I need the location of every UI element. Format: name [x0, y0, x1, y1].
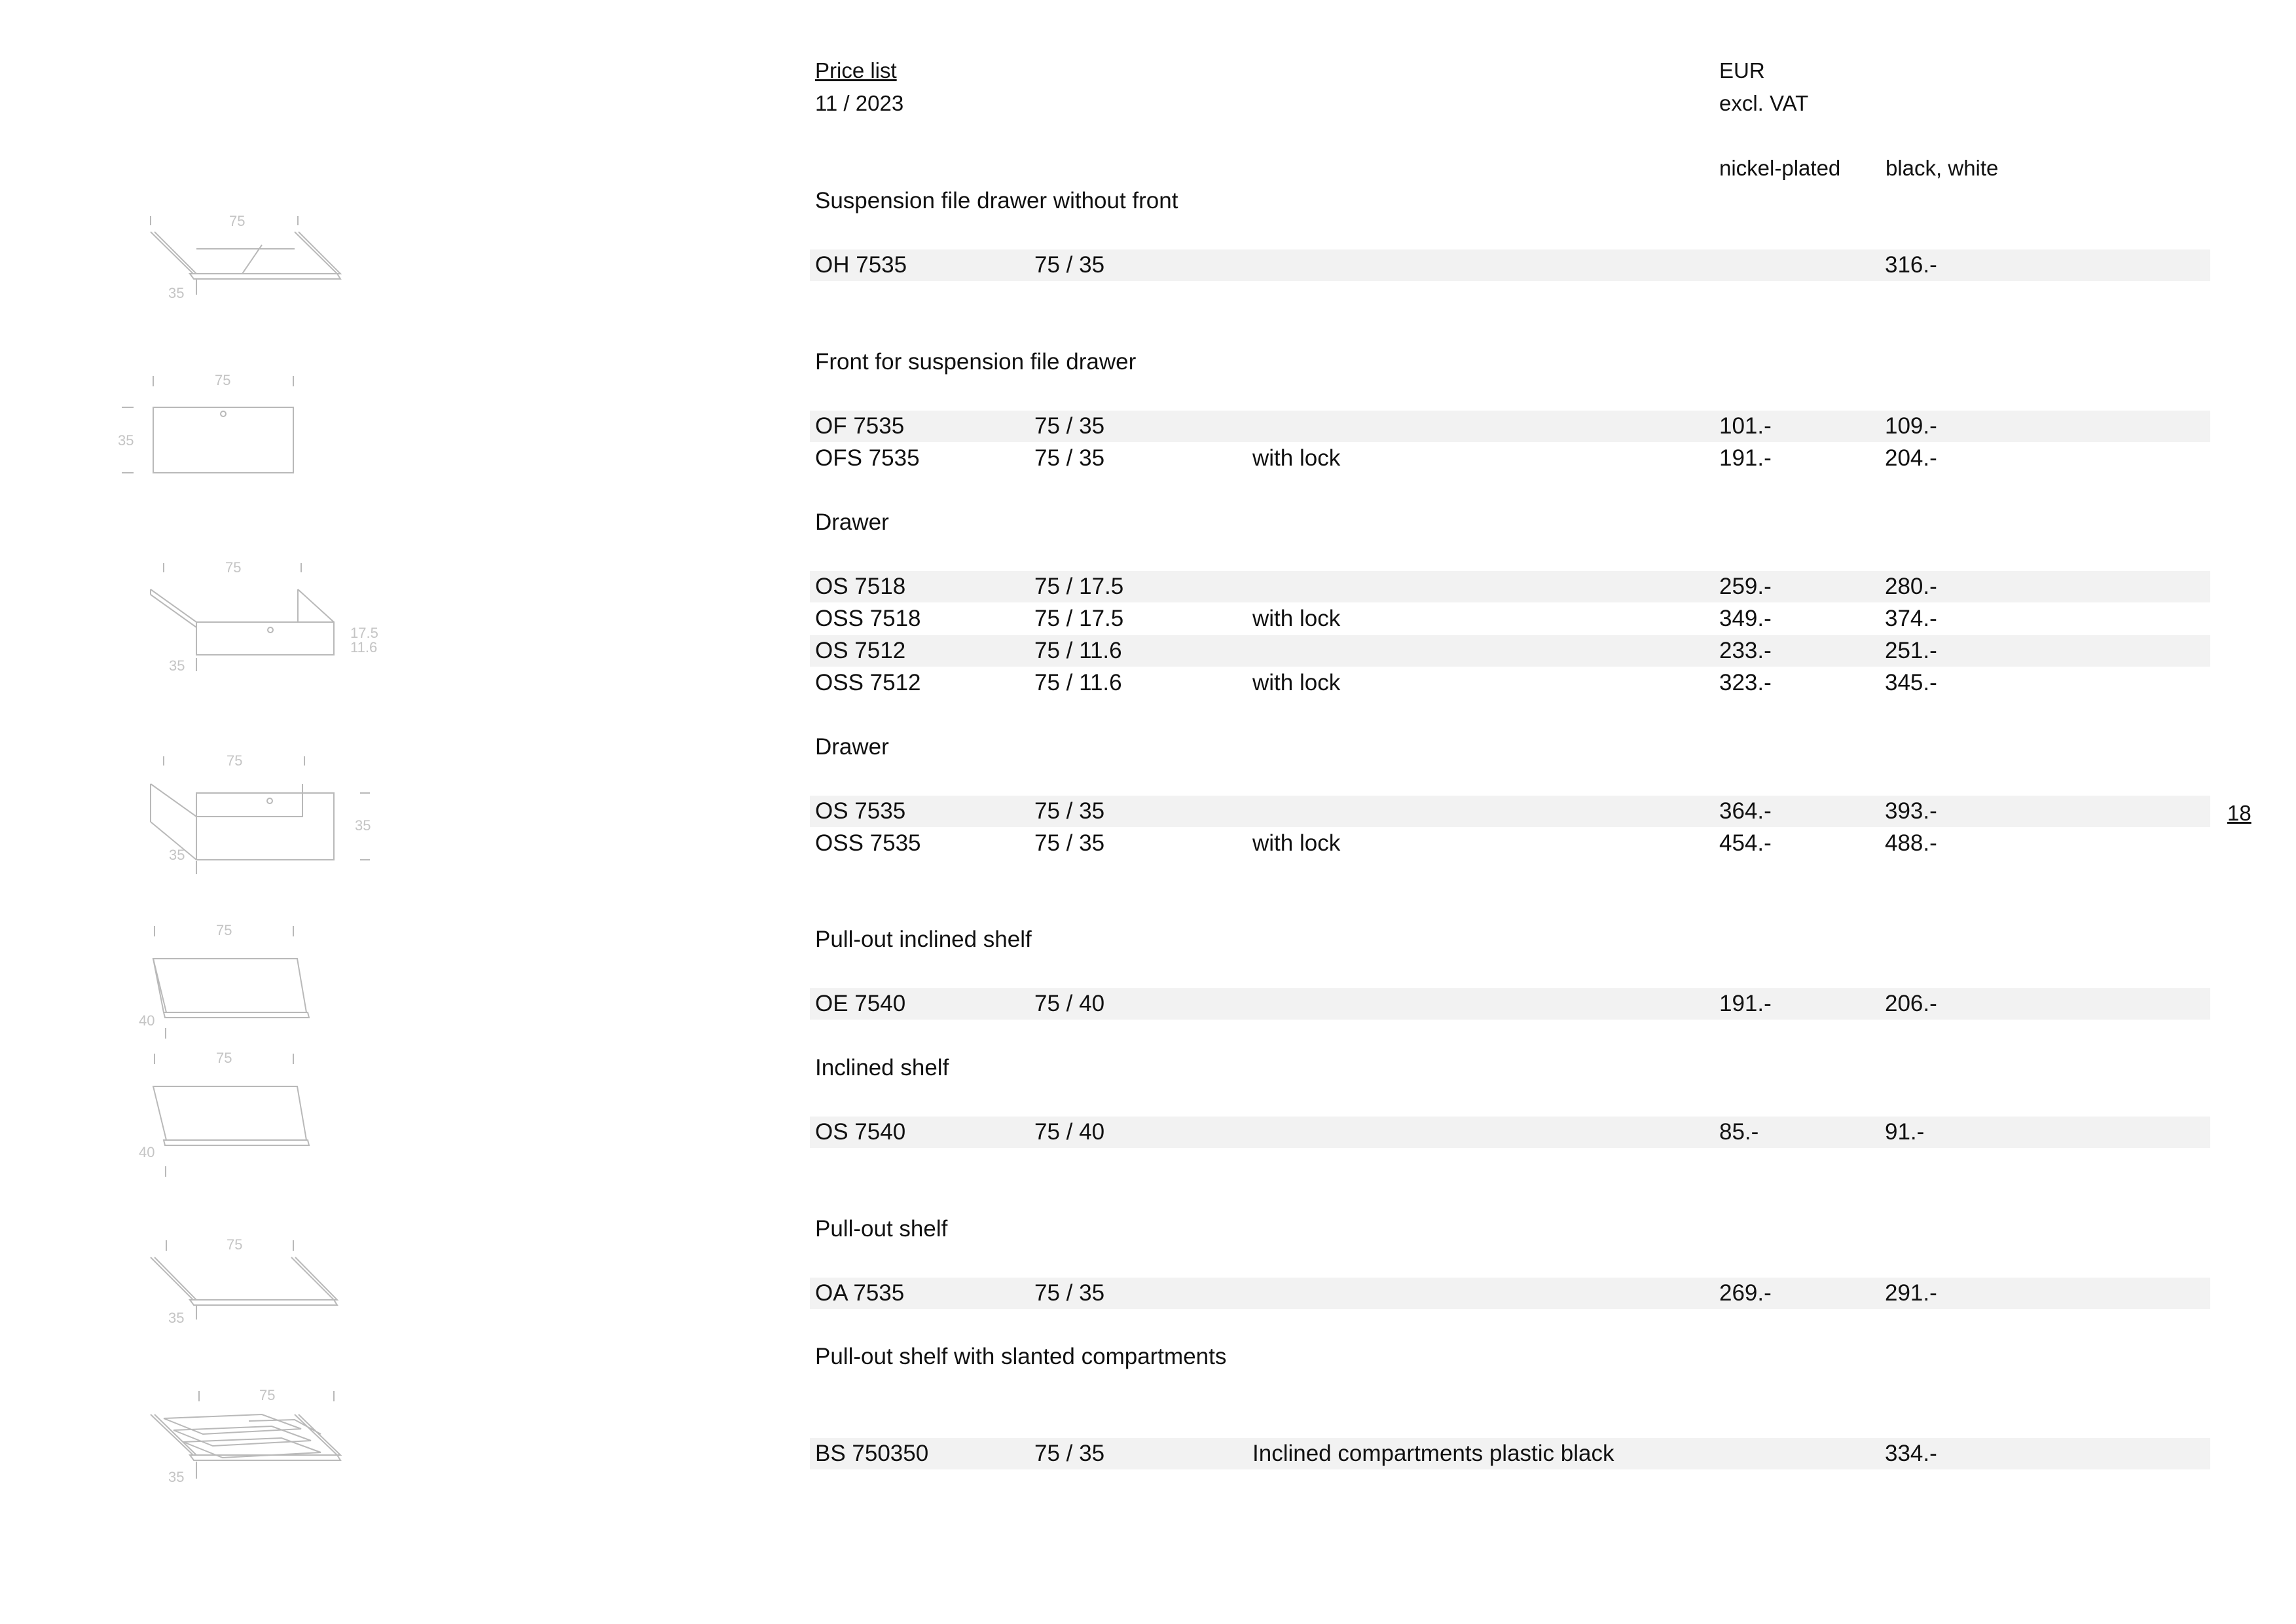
- svg-text:40: 40: [139, 1144, 155, 1160]
- price-nickel: 269.-: [1719, 1280, 1772, 1306]
- pull-out-shelf-drawing: [98, 1231, 426, 1388]
- svg-text:11.6: 11.6: [350, 639, 378, 655]
- column-header-nickel: nickel-plated: [1719, 156, 1841, 180]
- price-nickel: 191.-: [1719, 991, 1772, 1016]
- svg-text:35: 35: [168, 1469, 185, 1485]
- section-title: Front for suspension file drawer: [815, 349, 1137, 375]
- price-nickel: 85.-: [1719, 1119, 1759, 1145]
- table-row: [810, 249, 2210, 281]
- svg-text:35: 35: [169, 657, 185, 674]
- section-title: Drawer: [815, 509, 889, 535]
- product-size: 75 / 35: [1034, 830, 1105, 856]
- svg-text:75: 75: [259, 1387, 276, 1403]
- section-title: Inclined shelf: [815, 1055, 949, 1080]
- vat-label: excl. VAT: [1719, 91, 1809, 115]
- table-row: [810, 571, 2210, 602]
- svg-text:35: 35: [118, 432, 134, 449]
- price-black-white: 291.-: [1885, 1280, 1937, 1306]
- product-size: 75 / 17.5: [1034, 606, 1124, 631]
- price-black-white: 316.-: [1885, 252, 1937, 278]
- price-nickel: 191.-: [1719, 445, 1772, 471]
- table-row: [810, 443, 2210, 474]
- price-list-title: Price list: [815, 58, 897, 83]
- price-nickel: 101.-: [1719, 413, 1772, 439]
- svg-text:75: 75: [216, 922, 232, 938]
- column-header-black-white: black, white: [1886, 156, 1999, 180]
- svg-text:75: 75: [216, 1050, 232, 1066]
- product-code: OE 7540: [815, 991, 906, 1016]
- product-code: OSS 7535: [815, 830, 921, 856]
- suspension-file-drawer-drawing: [98, 203, 426, 360]
- table-row: [810, 1438, 2210, 1469]
- table-row: [810, 667, 2210, 699]
- section-title: Pull-out shelf with slanted compartments: [815, 1344, 1227, 1369]
- product-size: 75 / 35: [1034, 445, 1105, 471]
- product-code: OS 7512: [815, 638, 906, 663]
- table-row: [810, 796, 2210, 827]
- price-black-white: 393.-: [1885, 798, 1937, 824]
- price-black-white: 206.-: [1885, 991, 1937, 1016]
- product-code: OS 7540: [815, 1119, 906, 1145]
- price-black-white: 488.-: [1885, 830, 1937, 856]
- price-black-white: 204.-: [1885, 445, 1937, 471]
- svg-text:35: 35: [168, 285, 185, 301]
- svg-text:40: 40: [139, 1012, 155, 1029]
- svg-text:75: 75: [227, 752, 243, 769]
- table-row: [810, 988, 2210, 1020]
- product-code: OS 7518: [815, 574, 906, 599]
- section-title: Pull-out shelf: [815, 1216, 948, 1242]
- drawer-front-drawing: [98, 367, 426, 524]
- currency-label: EUR: [1719, 58, 1765, 83]
- inclined-shelf-drawing: [98, 1044, 426, 1202]
- section-title: Suspension file drawer without front: [815, 188, 1178, 213]
- price-black-white: 345.-: [1885, 670, 1937, 695]
- product-code: BS 750350: [815, 1441, 929, 1466]
- product-size: 75 / 35: [1034, 1441, 1105, 1466]
- product-note: with lock: [1252, 445, 1341, 471]
- product-code: OH 7535: [815, 252, 907, 278]
- product-size: 75 / 17.5: [1034, 574, 1124, 599]
- price-nickel: 259.-: [1719, 574, 1772, 599]
- product-size: 75 / 40: [1034, 991, 1105, 1016]
- product-size: 75 / 35: [1034, 1280, 1105, 1306]
- product-note: with lock: [1252, 606, 1341, 631]
- price-black-white: 374.-: [1885, 606, 1937, 631]
- table-row: [810, 1116, 2210, 1148]
- product-size: 75 / 40: [1034, 1119, 1105, 1145]
- product-code: OS 7535: [815, 798, 906, 824]
- price-black-white: 91.-: [1885, 1119, 1925, 1145]
- svg-text:75: 75: [227, 1236, 243, 1253]
- svg-text:75: 75: [229, 213, 246, 229]
- table-row: [810, 828, 2210, 859]
- product-code: OFS 7535: [815, 445, 920, 471]
- price-black-white: 334.-: [1885, 1441, 1937, 1466]
- table-row: [810, 411, 2210, 442]
- product-code: OA 7535: [815, 1280, 905, 1306]
- price-list-date: 11 / 2023: [815, 91, 904, 115]
- svg-text:17.5: 17.5: [350, 625, 378, 641]
- product-code: OSS 7512: [815, 670, 921, 695]
- svg-text:75: 75: [225, 559, 242, 576]
- price-black-white: 251.-: [1885, 638, 1937, 663]
- price-nickel: 233.-: [1719, 638, 1772, 663]
- svg-text:35: 35: [169, 847, 185, 863]
- product-size: 75 / 35: [1034, 798, 1105, 824]
- product-size: 75 / 35: [1034, 413, 1105, 439]
- product-size: 75 / 35: [1034, 252, 1105, 278]
- slanted-compartments-shelf-drawing: [98, 1382, 426, 1539]
- product-note: with lock: [1252, 670, 1341, 695]
- table-row: [810, 1278, 2210, 1309]
- product-size: 75 / 11.6: [1034, 638, 1122, 663]
- product-code: OF 7535: [815, 413, 905, 439]
- product-code: OSS 7518: [815, 606, 921, 631]
- product-size: 75 / 11.6: [1034, 670, 1122, 695]
- page-number-link[interactable]: 18: [2227, 801, 2251, 825]
- price-nickel: 323.-: [1719, 670, 1772, 695]
- price-nickel: 454.-: [1719, 830, 1772, 856]
- price-nickel: 349.-: [1719, 606, 1772, 631]
- table-row: [810, 635, 2210, 667]
- price-nickel: 364.-: [1719, 798, 1772, 824]
- section-title: Pull-out inclined shelf: [815, 927, 1032, 952]
- svg-text:35: 35: [355, 817, 371, 834]
- table-row: [810, 603, 2210, 635]
- price-black-white: 280.-: [1885, 574, 1937, 599]
- svg-text:75: 75: [215, 372, 231, 388]
- deep-drawer-drawing: [98, 743, 426, 900]
- section-title: Drawer: [815, 734, 889, 760]
- product-note: with lock: [1252, 830, 1341, 856]
- svg-text:35: 35: [168, 1310, 185, 1326]
- product-note: Inclined compartments plastic black: [1252, 1441, 1614, 1466]
- price-black-white: 109.-: [1885, 413, 1937, 439]
- low-drawer-drawing: [98, 550, 426, 707]
